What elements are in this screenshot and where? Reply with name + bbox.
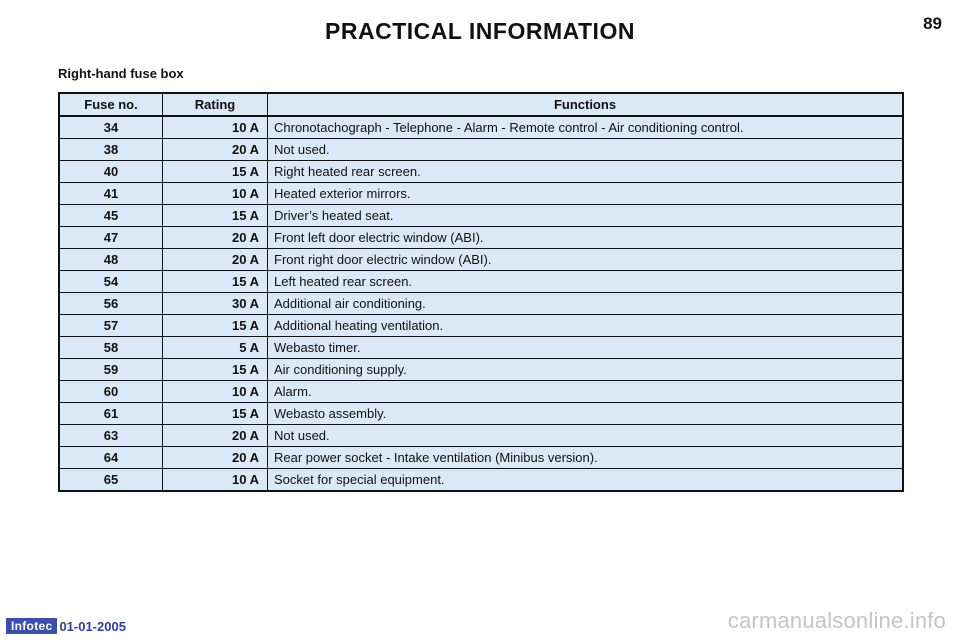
fuse-function: Front right door electric window (ABI). [268, 249, 904, 271]
fuse-rating: 15 A [163, 205, 268, 227]
fuse-number: 61 [59, 403, 163, 425]
fuse-rating: 20 A [163, 139, 268, 161]
table-row [59, 359, 903, 381]
table-header [59, 93, 903, 116]
fuse-rating: 15 A [163, 315, 268, 337]
fuse-number: 48 [59, 249, 163, 271]
table-row [59, 205, 903, 227]
table-row [59, 403, 903, 425]
table-row [59, 161, 903, 183]
fuse-rating: 10 A [163, 381, 268, 403]
fuse-function: Additional air conditioning. [268, 293, 904, 315]
fuse-number: 47 [59, 227, 163, 249]
table-row [59, 337, 903, 359]
fuse-function: Rear power socket - Intake ventilation (Minibus version). [268, 447, 904, 469]
page-title: PRACTICAL INFORMATION [325, 18, 635, 44]
fuse-rating: 5 A [163, 337, 268, 359]
fuse-rating: 10 A [163, 116, 268, 139]
table-row [59, 381, 903, 403]
fuse-number: 57 [59, 315, 163, 337]
fuse-function: Driver’s heated seat. [268, 205, 904, 227]
fuse-rating: 10 A [163, 469, 268, 492]
table-row [59, 293, 903, 315]
fuse-function: Heated exterior mirrors. [268, 183, 904, 205]
fuse-number: 64 [59, 447, 163, 469]
column-header-fuse-no: Fuse no. [59, 93, 163, 116]
fuse-rating: 30 A [163, 293, 268, 315]
fuse-function: Air conditioning supply. [268, 359, 904, 381]
fuse-function: Socket for special equipment. [268, 469, 904, 492]
fuse-function: Right heated rear screen. [268, 161, 904, 183]
fuse-number: 38 [59, 139, 163, 161]
fuse-number: 34 [59, 116, 163, 139]
table-row [59, 271, 903, 293]
fuse-number: 58 [59, 337, 163, 359]
fuse-number: 63 [59, 425, 163, 447]
fuse-number: 41 [59, 183, 163, 205]
fuse-number: 65 [59, 469, 163, 492]
fuse-function: Not used. [268, 139, 904, 161]
table-body [59, 116, 903, 491]
column-header-rating: Rating [163, 93, 268, 116]
footer-date: 01-01-2005 [59, 618, 126, 634]
fuse-rating: 20 A [163, 447, 268, 469]
fuse-function: Not used. [268, 425, 904, 447]
fuse-rating: 15 A [163, 271, 268, 293]
table-row [59, 469, 903, 492]
fuse-rating: 15 A [163, 403, 268, 425]
fuse-function: Left heated rear screen. [268, 271, 904, 293]
fuse-function: Webasto timer. [268, 337, 904, 359]
table-row [59, 227, 903, 249]
table-row [59, 139, 903, 161]
fuse-rating: 20 A [163, 249, 268, 271]
column-header-functions: Functions [268, 93, 904, 116]
fuse-rating: 10 A [163, 183, 268, 205]
fuse-number: 56 [59, 293, 163, 315]
fuse-number: 54 [59, 271, 163, 293]
table-row [59, 315, 903, 337]
section-heading: Right-hand fuse box [58, 66, 184, 81]
fuse-rating: 20 A [163, 227, 268, 249]
fuse-number: 40 [59, 161, 163, 183]
table-row [59, 116, 903, 139]
fuse-function: Additional heating ventilation. [268, 315, 904, 337]
table-row [59, 183, 903, 205]
fuse-table [58, 92, 904, 492]
fuse-number: 59 [59, 359, 163, 381]
fuse-number: 60 [59, 381, 163, 403]
footer [6, 618, 126, 634]
fuse-rating: 15 A [163, 161, 268, 183]
infotec-logo: Infotec [6, 618, 57, 634]
fuse-number: 45 [59, 205, 163, 227]
fuse-function: Chronotachograph - Telephone - Alarm - Remote control - Air conditioning control. [268, 116, 904, 139]
table-row [59, 249, 903, 271]
fuse-rating: 15 A [163, 359, 268, 381]
table-row [59, 425, 903, 447]
fuse-function: Front left door electric window (ABI). [268, 227, 904, 249]
fuse-rating: 20 A [163, 425, 268, 447]
watermark: carmanualsonline.info [727, 608, 946, 633]
table-row [59, 447, 903, 469]
header-row [59, 93, 903, 116]
page-number: 89 [923, 14, 942, 33]
fuse-function: Alarm. [268, 381, 904, 403]
fuse-function: Webasto assembly. [268, 403, 904, 425]
